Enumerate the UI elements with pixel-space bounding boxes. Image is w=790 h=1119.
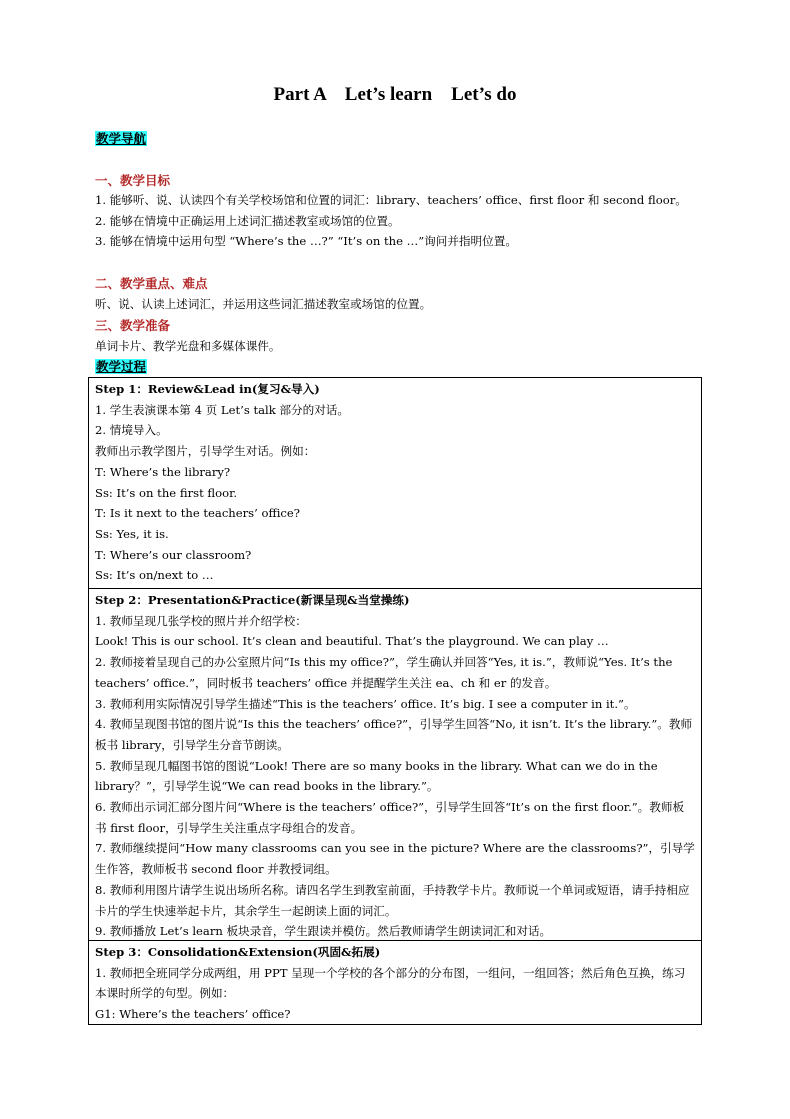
step-line: T: Is it next to the teachers’ office? — [95, 506, 300, 521]
key-points-heading: 二、教学重点、难点 — [95, 276, 208, 291]
step-line: T: Where’s our classroom? — [95, 547, 252, 562]
page-title: Part A Let’s learn Let’s do — [273, 84, 517, 105]
step-1-cell — [89, 378, 701, 588]
nav-label: 教学导航 — [96, 131, 147, 146]
step-line: 教师出示教学图片，引导学生对话。例如： — [95, 444, 316, 459]
step-3-cell — [89, 940, 701, 1024]
objectives-list — [95, 190, 698, 252]
step-title: Step 1：Review&Lead in(复习&导入) — [95, 382, 320, 396]
step-line: 3. 教师利用实际情况引导学生描述“This is the teachers’ office. It’s big. I see a computer in it.”。 — [95, 696, 636, 711]
step-title: Step 3：Consolidation&Extension(巩固&拓展) — [95, 945, 381, 959]
objective-item: 1. 能够听、说、认读四个有关学校场馆和位置的词汇：library、teachers’ office、first floor 和 second floor。 — [95, 193, 687, 207]
preparation-heading: 三、教学准备 — [95, 318, 171, 333]
key-points-text: 听、说、认读上述词汇，并运用这些词汇描述教室或场馆的位置。 — [95, 297, 432, 311]
step-line: 5. 教师呈现几幅图书馆的图说“Look! There are so many books in the library. What can we do in the library？”，引导学生说“We can read books in the library.”。 — [95, 758, 658, 794]
step-line: Ss: It’s on the first floor. — [95, 485, 238, 500]
step-line: 1. 学生表演课本第 4 页 Let’s talk 部分的对话。 — [95, 402, 350, 417]
step-line: Ss: Yes, it is. — [95, 526, 169, 541]
objectives-heading: 一、教学目标 — [95, 173, 171, 188]
step-line: 4. 教师呈现图书馆的图片说“Is this the teachers’ office?”，引导学生回答“No, it isn’t. It’s the library.”。教师板书 library，引导学生分音节朗读。 — [95, 717, 693, 752]
process-label: 教学过程 — [96, 359, 147, 374]
step-line: 8. 教师利用图片请学生说出场所名称。请四名学生到教室前面，手持教学卡片。教师说一个单词或短语，请手持相应卡片的学生快速举起卡片，其余学生一起朗读上面的词汇。 — [95, 882, 690, 918]
objective-item: 2. 能够在情境中正确运用上述词汇描述教室或场馆的位置。 — [95, 213, 400, 228]
step-line: 6. 教师出示词汇部分图片问“Where is the teachers’ office?”，引导学生回答“It’s on the first floor.”。教师板书 first floor，引导学生关注重点字母组合的发音。 — [95, 800, 685, 835]
step-line: Ss: It’s on/next to … — [95, 568, 214, 583]
objective-item: 3. 能够在情境中运用句型 “Where’s the …?” “It’s on the …”询问并指明位置。 — [95, 234, 517, 249]
process-table — [88, 377, 702, 1025]
step-line: 9. 教师播放 Let’s learn 板块录音，学生跟读并模仿。然后教师请学生朗读词汇和对话。 — [95, 924, 552, 939]
step-line: 7. 教师继续提问“How many classrooms can you see in the picture? Where are the classrooms?”，引导学生作答，教师板书 second floor 并教授词组。 — [95, 841, 695, 877]
step-line: 2. 教师接着呈现自己的办公室照片问“Is this my office?”，学生确认并回答“Yes, it is.”，教师说“Yes. It’s the teachers’ office.”，同时板书 teachers’ office 并提醒学生关注 ea、ch 和 er 的发音。 — [95, 655, 673, 690]
step-line: Look! This is our school. It’s clean and beautiful. That’s the playground. We can play … — [95, 634, 609, 649]
step-2-cell — [89, 588, 701, 940]
step-line: 2. 情境导入。 — [95, 423, 168, 438]
step-line: T: Where’s the library? — [95, 464, 231, 479]
step-line: 1. 教师呈现几张学校的照片并介绍学校： — [95, 613, 307, 628]
step-title: Step 2：Presentation&Practice(新课呈现&当堂操练) — [95, 593, 410, 607]
step-line: 1. 教师把全班同学分成两组，用 PPT 呈现一个学校的各个部分的分布图，一组问，一组回答；然后角色互换，练习本课时所学的句型。例如： — [95, 965, 686, 1001]
step-line: G1: Where’s the teachers’ office? — [95, 1007, 291, 1022]
preparation-text: 单词卡片、教学光盘和多媒体课件。 — [95, 339, 281, 353]
